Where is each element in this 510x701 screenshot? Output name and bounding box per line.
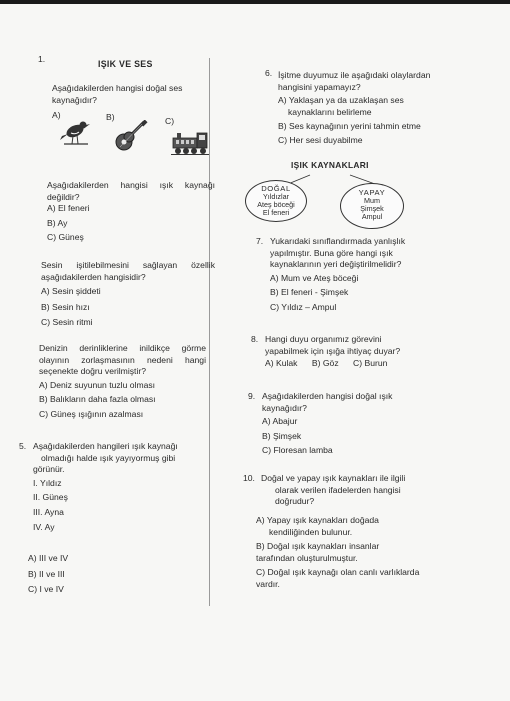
q5-line: görünür.	[33, 464, 65, 475]
q6-line: İşitme duyumuz ile aşağıdaki olaylardan	[278, 70, 431, 80]
q1-option-b: B)	[106, 112, 115, 122]
question-5	[33, 441, 178, 533]
q4-option: A) Deniz suyunun tuzlu olması	[39, 379, 156, 390]
bird-icon	[58, 116, 92, 150]
question-2	[47, 180, 215, 244]
q10-option: tarafından oluşturulmuştur.	[256, 552, 358, 563]
q1-option-c: C)	[165, 116, 175, 126]
q8-line: yapabilmek için ışığa ihtiyaç duyar?	[265, 345, 401, 356]
question-1	[52, 83, 182, 106]
q5-item: III. Ayna	[33, 506, 64, 517]
q7-line: Yukarıdaki sınıflandırmada yanlışlık	[270, 236, 406, 246]
q8-option: B) Göz	[311, 358, 339, 369]
q6-option: A) Yaklaşan ya da uzaklaşan ses	[278, 95, 404, 106]
q7-option: C) Yıldız – Ampul	[270, 301, 337, 312]
q7-option: A) Mum ve Ateş böceği	[270, 272, 359, 283]
question-8	[265, 334, 400, 370]
q3-option: C) Sesin ritmi	[41, 317, 93, 328]
train-icon	[170, 130, 210, 160]
question-4	[39, 343, 206, 421]
top-edge-bar	[0, 0, 510, 4]
q4-line: seçenekte doğru verilmiştir?	[39, 366, 146, 377]
q9-line: Aşağıdakilerden hangisi doğal ışık	[262, 391, 393, 401]
q4-line: Denizin derinliklerine inildikçe görme	[39, 343, 206, 353]
q6-option: kaynaklarını belirleme	[288, 106, 372, 117]
q3-line: aşağıdakilerden hangisidir?	[41, 271, 146, 282]
artificial-item: Ampul	[361, 212, 383, 222]
q9-option: C) Floresan lamba	[262, 445, 333, 456]
question-9	[262, 391, 392, 457]
q2-option: B) Ay	[47, 217, 68, 228]
q4-option: B) Balıkların daha fazla olması	[39, 394, 156, 405]
page-title: IŞIK VE SES	[98, 59, 153, 69]
question-3	[41, 260, 215, 329]
q5-item: I. Yıldız	[33, 477, 62, 488]
q2-line: Aşağıdakilerden hangisi ışık kaynağı	[47, 180, 215, 190]
natural-item: Yıldızlar	[263, 192, 289, 202]
q10-option: kendiliğinden bulunur.	[269, 526, 353, 537]
q2-line: değildir?	[47, 191, 80, 202]
q7-number: 7.	[256, 236, 264, 246]
q10-line: doğrudur?	[275, 496, 315, 507]
natural-sources-ellipse	[245, 180, 307, 222]
q9-option: B) Şimşek	[262, 430, 302, 441]
question-7	[270, 236, 405, 314]
question-10	[261, 473, 405, 508]
q7-line: kaynaklarının yeri değiştirilmelidir?	[270, 259, 402, 270]
natural-head: DOĞAL	[261, 184, 291, 193]
q5-line: Aşağıdakilerden hangileri ışık kaynağı	[33, 441, 178, 451]
q5-number: 5.	[19, 441, 27, 451]
q10-options	[256, 515, 419, 591]
artificial-item: Şimşek	[360, 204, 384, 214]
q8-option: A) Kulak	[265, 358, 298, 369]
artificial-sources-ellipse	[340, 183, 404, 229]
q5-option: C) I ve IV	[28, 584, 64, 595]
q1-number: 1.	[38, 54, 46, 64]
q8-line: Hangi duyu organımız görevini	[265, 334, 382, 344]
q4-line: olayının zorlaşmasının nedeni hangi	[39, 354, 206, 365]
q9-number: 9.	[248, 391, 256, 401]
q6-number: 6.	[265, 68, 273, 78]
q5-option: B) II ve III	[28, 568, 65, 579]
q1-line: Aşağıdakilerden hangisi doğal ses	[52, 83, 183, 93]
q6-option: C) Her sesi duyabilme	[278, 134, 363, 145]
question-6	[278, 70, 430, 147]
q10-line: Doğal ve yapay ışık kaynakları ile ilgili	[261, 473, 406, 483]
q2-option: C) Güneş	[47, 232, 84, 243]
q10-line: olarak verilen ifadelerden hangisi	[275, 484, 401, 495]
q4-option: C) Güneş ışığının azalması	[39, 408, 144, 419]
q10-option: vardır.	[256, 578, 280, 589]
q5-options	[28, 553, 68, 596]
q6-option: B) Ses kaynağının yerini tahmin etme	[278, 121, 421, 132]
q5-line: olmadığı halde ışık yayıyormuş gibi	[41, 452, 176, 463]
guitar-icon	[112, 120, 148, 158]
q3-option: B) Sesin hızı	[41, 301, 90, 312]
q10-option: A) Yapay ışık kaynakları doğada	[256, 515, 379, 525]
q7-option: B) El feneri - Şimşek	[270, 287, 349, 298]
q2-option: A) El feneri	[47, 203, 90, 214]
q10-option: C) Doğal ışık kaynağı olan canlı varlıklarda	[256, 567, 420, 578]
q3-option: A) Sesin şiddeti	[41, 286, 101, 297]
q1-option-a: A)	[52, 110, 61, 120]
q8-number: 8.	[251, 334, 259, 344]
artificial-head: YAPAY	[358, 188, 386, 197]
diagram-title: IŞIK KAYNAKLARI	[291, 160, 369, 170]
q8-options	[265, 358, 400, 370]
q5-item: IV. Ay	[33, 521, 55, 532]
q3-line: Sesin işitilebilmesini sağlayan özellik	[41, 260, 215, 270]
q1-line: kaynağıdır?	[52, 94, 97, 105]
q8-option: C) Burun	[353, 358, 388, 369]
q7-line: yapılmıştır. Buna göre hangi ışık	[270, 247, 393, 258]
natural-item: El feneri	[262, 208, 290, 218]
artificial-item: Mum	[364, 196, 380, 206]
q9-option: A) Abajur	[262, 416, 298, 427]
q10-option: B) Doğal ışık kaynakları insanlar	[256, 541, 380, 552]
q5-option: A) III ve IV	[28, 553, 69, 563]
q6-line: hangisini yapamayız?	[278, 81, 361, 92]
natural-item: Ateş böceği	[257, 200, 295, 210]
q5-item: II. Güneş	[33, 492, 68, 503]
q10-number: 10.	[243, 473, 255, 483]
q9-line: kaynağıdır?	[262, 402, 307, 413]
